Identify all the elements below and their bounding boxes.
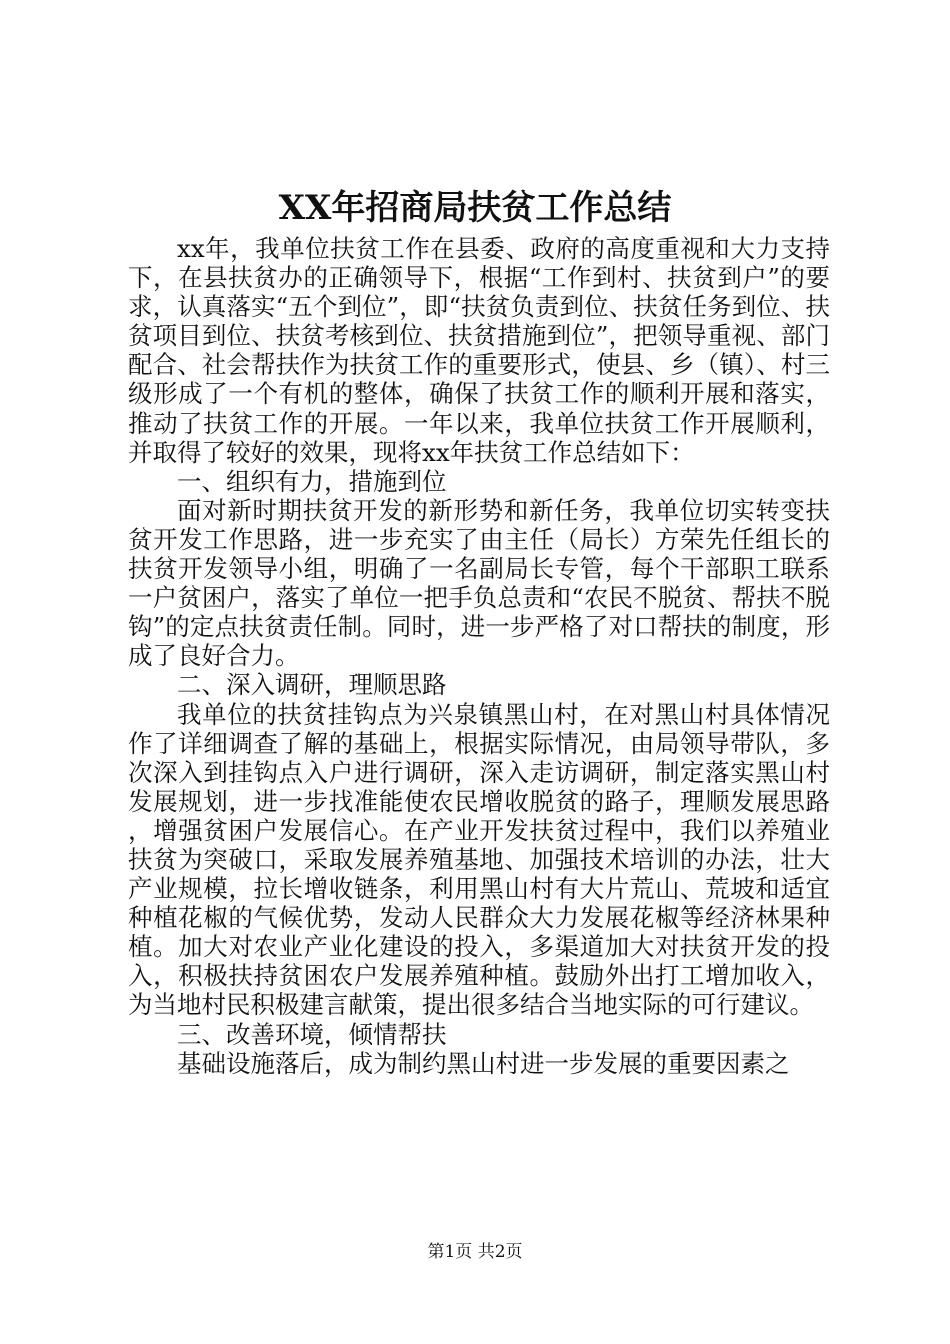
paragraph-intro: xx年，我单位扶贫工作在县委、政府的高度重视和大力支持下，在县扶贫办的正确领导下，根据“工作到村、扶贫到户”的要求，认真落实“五个到位”，即“扶贫负责到位、扶贫任务到位、扶贫项目到位、扶贫考核到位、扶贫措施到位”，把领导重视、部门配合、社会帮扶作为扶贫工作的重要形式，使县、乡（镇）、村三级形成了一个有机的整体，确保了扶贫工作的顺利开展和落实，推动了扶贫工作的开展。一年以来，我单位扶贫工作开展顺利，并取得了较好的效果，现将xx年扶贫工作总结如下： [128,234,830,467]
paragraph-section-1: 面对新时期扶贫开发的新形势和新任务，我单位切实转变扶贫开发工作思路，进一步充实了由主任（局长）方荣先任组长的扶贫开发领导小组，明确了一名副局长专管，每个干部职工联系一户贫困户，落实了单位一把手负总责和“农民不脱贫、帮扶不脱钩”的定点扶贫责任制。同时，进一步严格了对口帮扶的制度，形成了良好合力。 [128,495,830,671]
section-heading-3: 三、改善环境，倾情帮扶 [177,1019,447,1049]
section-heading-1: 一、组织有力，措施到位 [177,466,447,496]
document-body [128,234,830,1078]
page-footer: 第1页 共2页 [427,1242,523,1262]
section-heading-2: 二、深入调研，理顺思路 [177,670,447,700]
paragraph-section-2: 我单位的扶贫挂钩点为兴泉镇黑山村，在对黑山村具体情况作了详细调查了解的基础上，根据实际情况，由局领导带队，多次深入到挂钩点入户进行调研，深入走访调研，制定落实黑山村发展规划，进一步找准能使农民增收脱贫的路子，理顺发展思路，增强贫困户发展信心。在产业开发扶贫过程中，我们以养殖业扶贫为突破口，采取发展养殖基地、加强技术培训的办法，壮大产业规模，拉长增收链条，利用黑山村有大片荒山、荒坡和适宜种植花椒的气候优势，发动人民群众大力发展花椒等经济林果种植。加大对农业产业化建设的投入，多渠道加大对扶贫开发的投入，积极扶持贫困农户发展养殖种植。鼓励外出打工增加收入，为当地村民积极建言献策，提出很多结合当地实际的可行建议。 [128,699,830,1020]
paragraph-section-3: 基础设施落后，成为制约黑山村进一步发展的重要因素之 [177,1048,790,1078]
document-title: XX年招商局扶贫工作总结 [278,188,672,228]
